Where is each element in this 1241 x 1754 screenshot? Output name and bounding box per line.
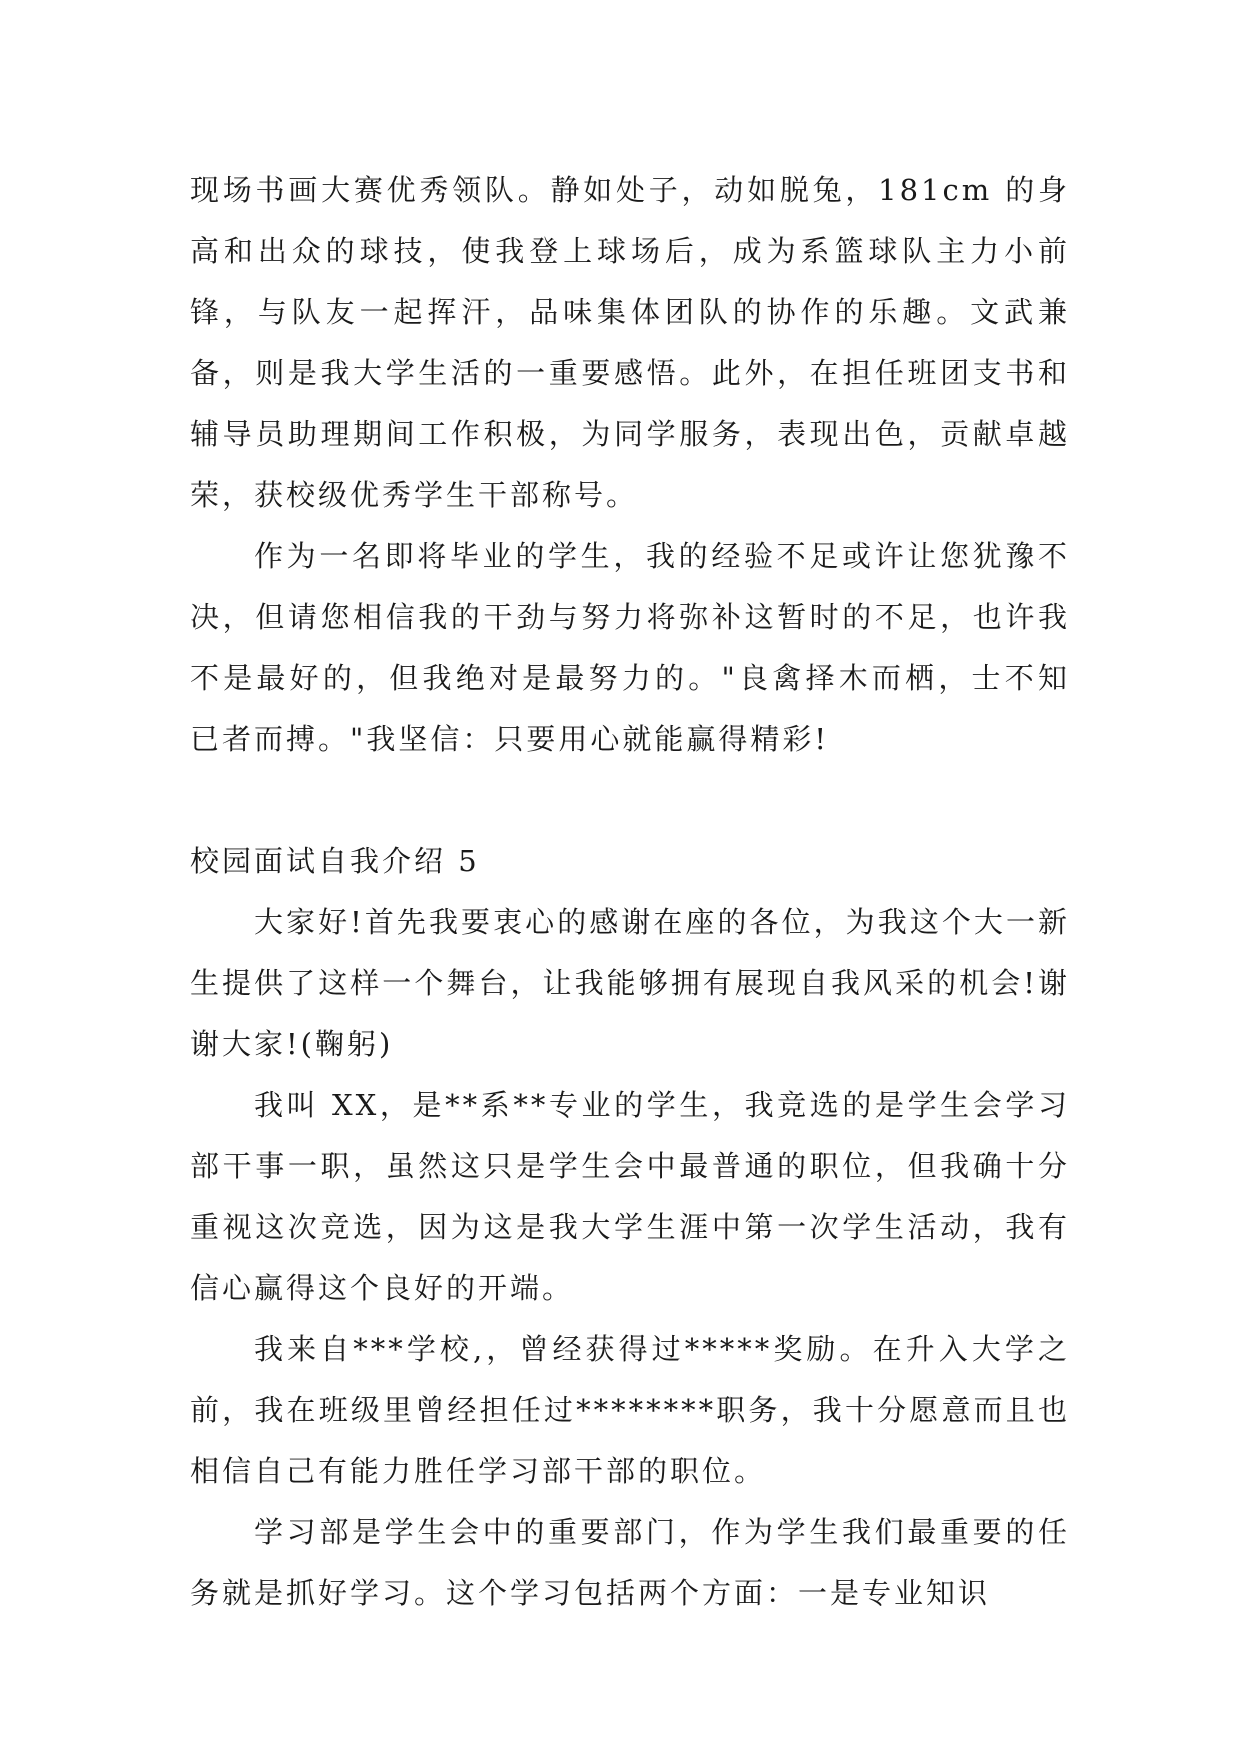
paragraph-introduction: 我叫 XX，是**系**专业的学生，我竞选的是学生会学习部干事一职，虽然这只是学生会中最普通的职位，但我确十分重视这次竞选，因为这是我大学生涯中第一次学生活动，我有信心赢得这个良好的开端。 [190,1088,1070,1305]
paragraph-greeting: 大家好!首先我要衷心的感谢在座的各位，为我这个大一新生提供了这样一个舞台，让我能够拥有展现自我风采的机会!谢谢大家!(鞠躬) [190,905,1070,1061]
paragraph-study-department: 学习部是学生会中的重要部门，作为学生我们最重要的任务就是抓好学习。这个学习包括两个方面：一是专业知识 [190,1515,1070,1610]
paragraph-continuation: 现场书画大赛优秀领队。静如处子，动如脱兔，181cm 的身高和出众的球技，使我登上球场后，成为系篮球队主力小前锋，与队友一起挥汗，品味集体团队的协作的乐趣。文武兼备，则是我大学生活的一重要感悟。此外，在担任班团支书和辅导员助理期间工作积极，为同学服务，表现出色，贡献卓越荣，获校级优秀学生干部称号。 [190,173,1070,512]
section-spacer [190,770,1070,831]
paragraph-background: 我来自***学校,，曾经获得过*****奖励。在升入大学之前，我在班级里曾经担任过********职务，我十分愿意而且也相信自己有能力胜任学习部干部的职位。 [190,1332,1070,1488]
paragraph-graduate-statement: 作为一名即将毕业的学生，我的经验不足或许让您犹豫不决，但请您相信我的干劲与努力将弥补这暂时的不足，也许我不是最好的，但我绝对是最努力的。"良禽择木而栖，士不知已者而搏。"我坚信：只要用心就能赢得精彩! [190,539,1070,756]
document-body [190,160,1070,1624]
section-title: 校园面试自我介绍 5 [190,844,480,878]
